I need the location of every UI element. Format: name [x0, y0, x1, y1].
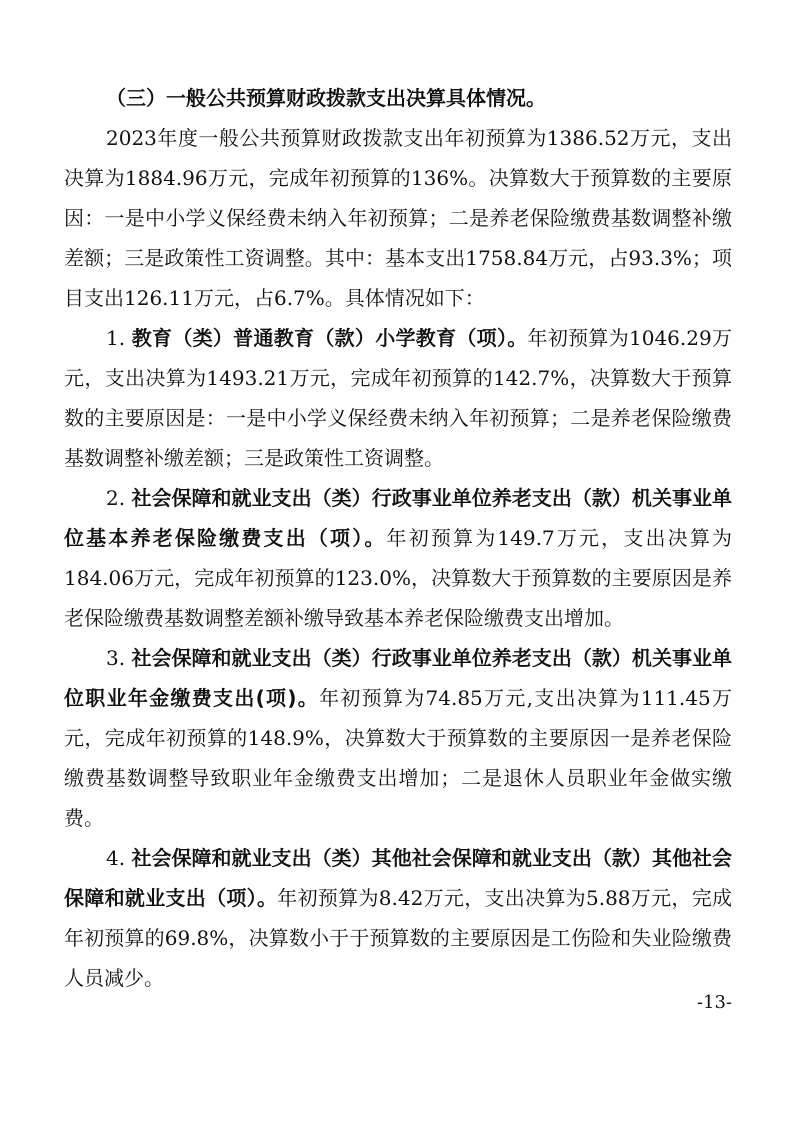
item-number: 2.: [106, 486, 132, 510]
item-body: 年初预算为149.7万元，支出决算为184.06万元，完成年初预算的123.0%，决算数大于预算数的主要原因是养老保险缴费基数调整差额补缴导致基本养老保险缴费支出增加。: [64, 526, 733, 630]
intro-paragraph: 2023年度一般公共预算财政拨款支出年初预算为1386.52万元，支出决算为1884.96万元，完成年初预算的136%。决算数大于预算数的主要原因：一是中小学义保经费未纳入年初预算；二是养老保险缴费基数调整补缴差额；三是政策性工资调整。其中：基本支出1758.84万元，占93.3%；项目支出126.11万元，占6.7%。具体情况如下：: [64, 126, 732, 310]
page-number: -13-: [696, 992, 732, 1013]
item-number: 3.: [106, 646, 132, 670]
item-title: 社会保障和就业支出（类）行政事业单位养老支出（款）机关事业单位基本养老保险缴费支出（项）。: [64, 486, 732, 550]
item-body: 年初预算为74.85万元,支出决算为111.45万元，完成年初预算的148.9%，决算数大于预算数的主要原因一是养老保险缴费基数调整导致职业年金缴费支出增加；二是退休人员职业年金做实缴费。: [64, 686, 733, 830]
item-number: 4.: [106, 846, 132, 870]
item-paragraph-1: [64, 318, 732, 478]
item-paragraph-2: [64, 478, 732, 638]
item-title: 教育（类）普通教育（款）小学教育（项）。: [131, 326, 528, 350]
item-paragraph-3: [64, 638, 732, 838]
item-paragraph-4: [64, 838, 732, 998]
item-body: 年初预算为1046.29万元，支出决算为1493.21万元，完成年初预算的142.7%，决算数大于预算数的主要原因是：一是中小学义保经费未纳入年初预算；二是养老保险缴费基数调整补缴差额；三是政策性工资调整。: [64, 326, 732, 470]
section-heading: （三）一般公共预算财政拨款支出决算具体情况。: [106, 86, 546, 110]
item-title: 社会保障和就业支出（类）行政事业单位养老支出（款）机关事业单位职业年金缴费支出(项)。: [64, 646, 732, 710]
item-body: 年初预算为8.42万元，支出决算为5.88万元，完成年初预算的69.8%，决算数小于于预算数的主要原因是工伤险和失业险缴费人员减少。: [64, 886, 733, 990]
item-number: 1.: [106, 326, 132, 350]
text-block: [64, 78, 732, 998]
item-title: 社会保障和就业支出（类）其他社会保障和就业支出（款）其他社会保障和就业支出（项）。: [64, 846, 732, 910]
